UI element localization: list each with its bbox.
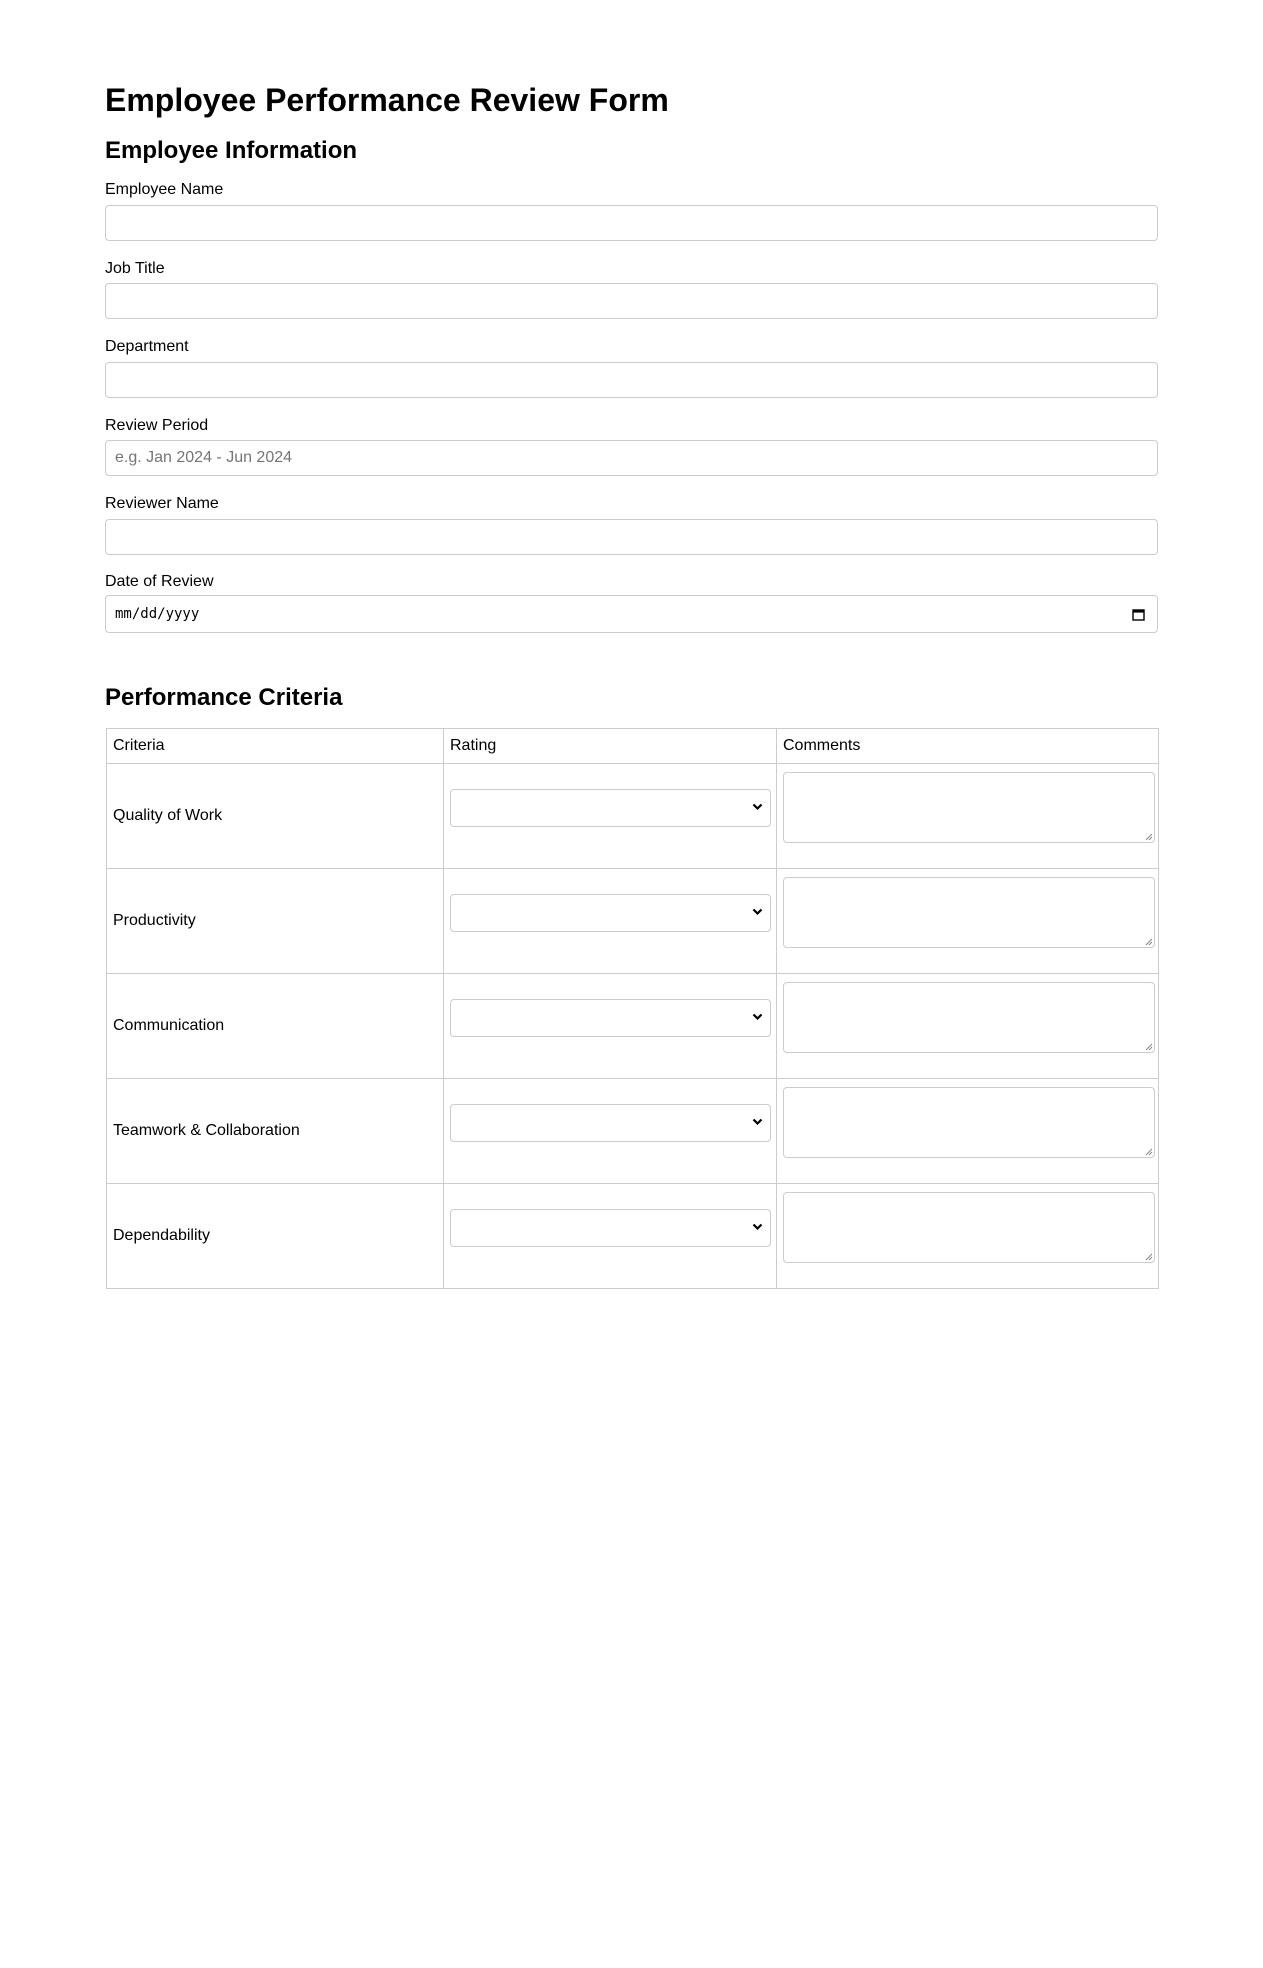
criteria-cell: Communication: [107, 974, 444, 1079]
rating-select-dependability[interactable]: [450, 1209, 771, 1247]
review-period-input[interactable]: [105, 440, 1158, 476]
rating-select-communication[interactable]: [450, 999, 771, 1037]
comments-textarea-dependability[interactable]: [783, 1192, 1155, 1263]
comment-cell: [777, 1184, 1159, 1289]
column-header-rating: Rating: [444, 729, 777, 764]
chevron-down-icon: [752, 803, 763, 811]
table-row: [107, 974, 1159, 1079]
comments-textarea-communication[interactable]: [783, 982, 1155, 1053]
table-row: [107, 869, 1159, 974]
comments-textarea-quality-of-work[interactable]: [783, 772, 1155, 843]
comment-cell: [777, 1079, 1159, 1184]
employee-name-label: Employee Name: [105, 181, 224, 198]
comments-textarea-productivity[interactable]: [783, 877, 1155, 948]
criteria-cell: Teamwork & Collaboration: [107, 1079, 444, 1184]
review-period-placeholder: e.g. Jan 2024 - Jun 2024: [115, 449, 293, 466]
rating-cell: [444, 869, 777, 974]
criteria-cell: Dependability: [107, 1184, 444, 1289]
criteria-cell: Quality of Work: [107, 764, 444, 869]
resize-grip-icon[interactable]: [1145, 833, 1153, 841]
reviewer-name-label: Reviewer Name: [105, 495, 219, 512]
date-format-text: mm/dd/yyyy: [115, 606, 200, 622]
rating-cell: [444, 1184, 777, 1289]
reviewer-name-input[interactable]: [105, 519, 1158, 555]
section-heading-employee-information: Employee Information: [105, 137, 358, 164]
comment-cell: [777, 764, 1159, 869]
comment-cell: [777, 974, 1159, 1079]
table-header-row: [107, 729, 1159, 764]
column-header-criteria: Criteria: [107, 729, 444, 764]
section-heading-performance-criteria: Performance Criteria: [105, 684, 343, 711]
rating-cell: [444, 764, 777, 869]
page-title: Employee Performance Review Form: [105, 82, 669, 118]
department-label: Department: [105, 338, 189, 355]
resize-grip-icon[interactable]: [1145, 1253, 1153, 1261]
comments-textarea-teamwork-collaboration[interactable]: [783, 1087, 1155, 1158]
job-title-label: Job Title: [105, 260, 165, 277]
date-of-review-input[interactable]: [105, 595, 1158, 633]
date-of-review-label: Date of Review: [105, 573, 214, 590]
rating-select-teamwork-collaboration[interactable]: [450, 1104, 771, 1142]
calendar-icon[interactable]: [1132, 608, 1145, 621]
criteria-cell: Productivity: [107, 869, 444, 974]
department-input[interactable]: [105, 362, 1158, 398]
performance-criteria-table: [106, 728, 1159, 1289]
resize-grip-icon[interactable]: [1145, 1148, 1153, 1156]
table-row: [107, 764, 1159, 869]
table-row: [107, 1184, 1159, 1289]
table-row: [107, 1079, 1159, 1184]
comment-cell: [777, 869, 1159, 974]
chevron-down-icon: [752, 1013, 763, 1021]
rating-cell: [444, 1079, 777, 1184]
chevron-down-icon: [752, 908, 763, 916]
resize-grip-icon[interactable]: [1145, 938, 1153, 946]
review-period-label: Review Period: [105, 417, 209, 434]
rating-cell: [444, 974, 777, 1079]
chevron-down-icon: [752, 1223, 763, 1231]
resize-grip-icon[interactable]: [1145, 1043, 1153, 1051]
job-title-input[interactable]: [105, 283, 1158, 319]
employee-name-input[interactable]: [105, 205, 1158, 241]
rating-select-quality-of-work[interactable]: [450, 789, 771, 827]
rating-select-productivity[interactable]: [450, 894, 771, 932]
column-header-comments: Comments: [777, 729, 1159, 764]
chevron-down-icon: [752, 1118, 763, 1126]
